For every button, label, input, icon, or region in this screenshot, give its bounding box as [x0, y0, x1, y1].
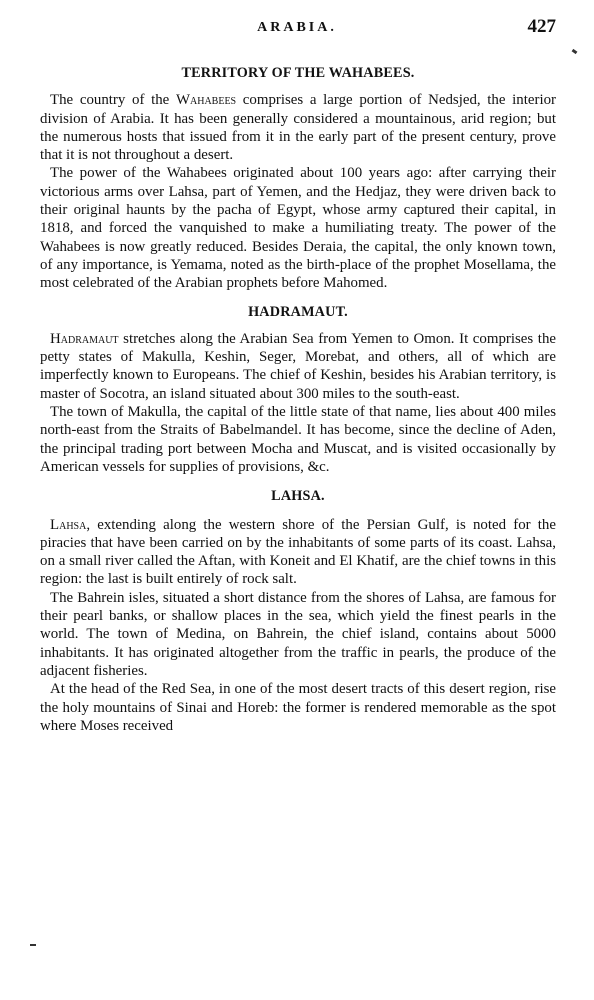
section-heading-lahsa: LAHSA.	[271, 488, 325, 505]
paragraph: The Bahrein isles, situated a short distance from the shores of Lahsa, are famous for their pearl banks, or shallow places in the sea, which yield the finest pearls in the world. The town of Medina, on Bahrein, the chief island, contains about 5000 inhabitants. It has originated altogether from the traffic in pearls, the produce of the adjacent fisheries.	[40, 589, 556, 679]
lead-term: Wahabees	[175, 92, 237, 109]
section-heading-wahabees: TERRITORY OF THE WAHABEES.	[181, 65, 415, 81]
paragraph-pre: The country of the	[50, 92, 176, 109]
body-text	[40, 64, 556, 735]
lead-term: Lahsa	[50, 516, 87, 533]
paragraph	[40, 516, 556, 589]
paragraph-text: stretches along the Arabian Sea from Yemen to Omon. It comprises the petty states of Makulla, Keshin, Seger, Morebat, and others, all of which are imperfectly known to Europeans. The chief of Keshin, besides his Arabian territory, is master of Socotra, an island situated about 300 miles to the south-east.	[40, 330, 556, 402]
paragraph: The power of the Wahabees originated about 100 years ago: after carrying their victorious arms over Lahsa, part of Yemen, and the Hedjaz, they were driven back to their original haunts by the pacha of Egypt, whose army captured their capital, in 1818, and forced the vanquished to make a humiliating treaty. The power of the Wahabees is now greatly reduced. Besides Deraia, the capital, the only known town, of any importance, is Yemama, noted as the birth-place of the prophet Mosellama, the most celebrated of the Arabian prophets before Mahomed.	[40, 165, 556, 292]
running-title: ARABIA.	[257, 20, 337, 35]
section-heading-hadramaut: HADRAMAUT.	[248, 303, 348, 320]
lead-term: Hadramaut	[50, 330, 119, 347]
page-number: 427	[527, 16, 556, 37]
ink-mark	[572, 49, 578, 54]
paragraph: At the head of the Red Sea, in one of the most desert tracts of this desert region, rise the holy mountains of Sinai and Horeb: the former is rendered memorable as the spot where Moses received	[40, 681, 556, 734]
ink-mark	[30, 944, 36, 946]
paragraph: The town of Makulla, the capital of the little state of that name, lies about 400 miles north-east from the Straits of Babelmandel. It has become, since the decline of Aden, the principal trading port between Mocha and Muscat, and is visited occasionally by American vessels for supplies of provisions, &c.	[40, 404, 556, 475]
paragraph-text: comprises a large portion of Nedsjed, the interior division of Arabia. It has been generally considered a mountainous, arid region; but the numerous hosts that issued from it in the early part of the present century, prove that it is not throughout a desert.	[40, 92, 556, 164]
paragraph-text: , extending along the western shore of the Persian Gulf, is noted for the piracies that have been carried on by the inhabitants of some parts of its coast. Lahsa, on a small river called the Aftan, with Koneit and El Khatif, are the chief towns in this region: the last is built entirely of rock salt.	[40, 516, 556, 588]
running-head	[0, 16, 594, 42]
paragraph	[40, 91, 556, 164]
paragraph	[40, 330, 556, 403]
